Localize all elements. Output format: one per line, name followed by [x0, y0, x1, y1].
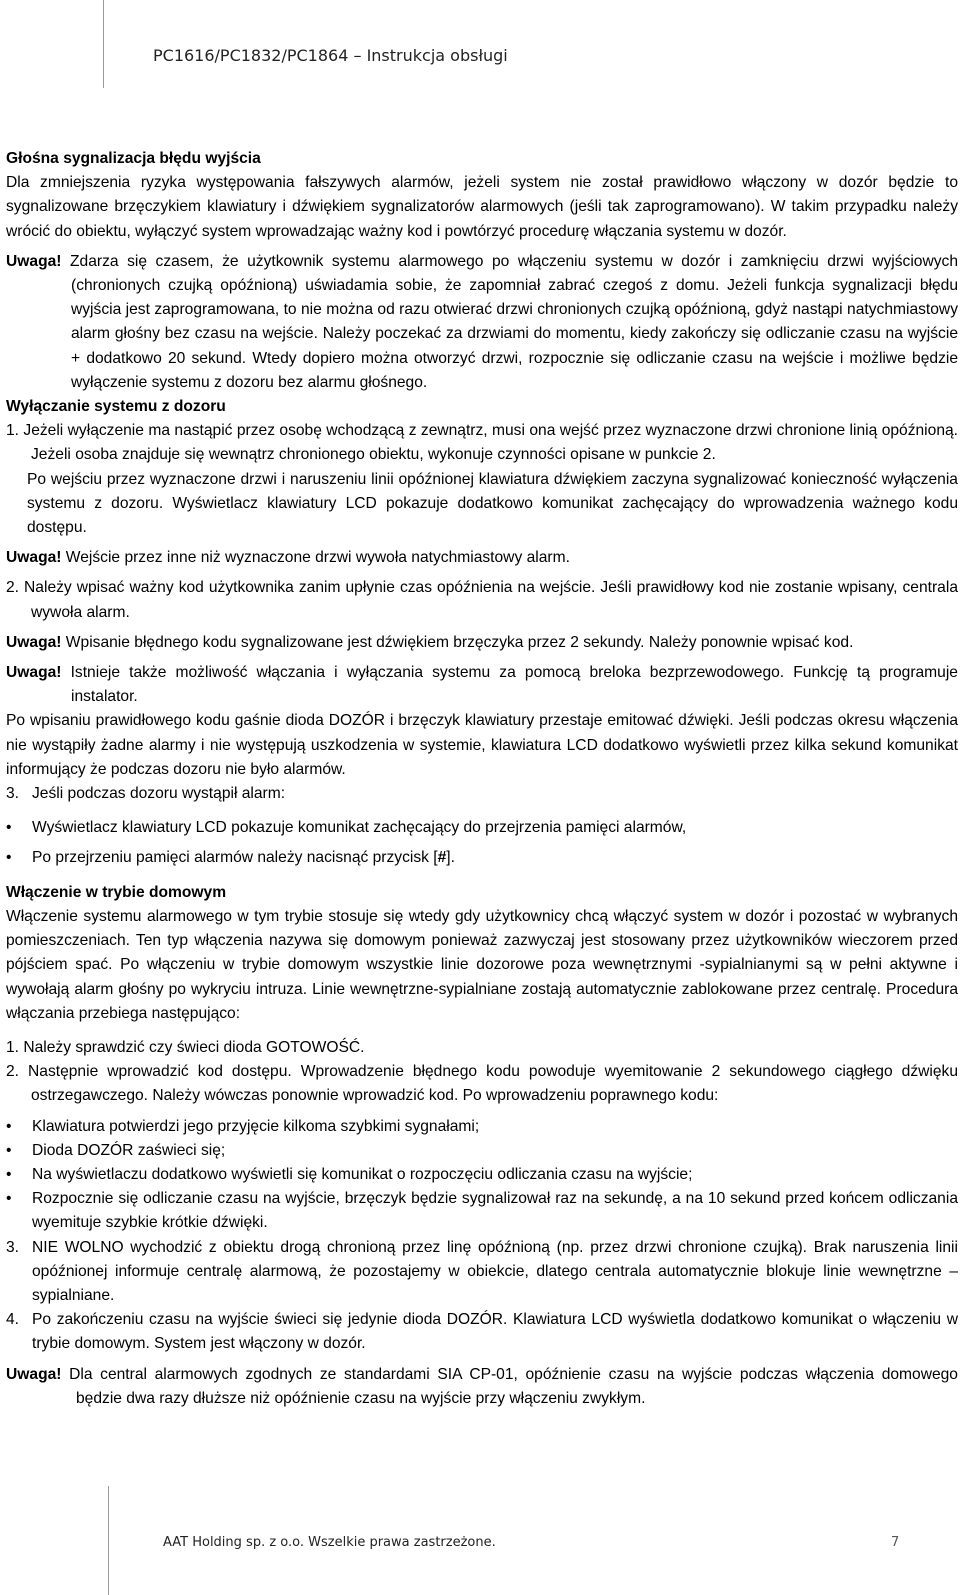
- note-text: Istnieje także możliwość włączania i wyłączania systemu za pomocą breloka bezprzewodowego. Funkcję tą programuje instalator.: [61, 664, 958, 706]
- paragraph: Włączenie systemu alarmowego w tym trybie stosuje się wtedy gdy użytkownicy chcą włączyć system w dozór i pozostać w wybranych pomieszczeniach. Ten typ włączenia nazywa się domowym ponieważ zazwyczaj jest stosowany przez użytkowników wieczorem przed pójściem spać. Po włączeniu w trybie domowym wszystkie linie dozorowe poza wewnętrznymi -sypialnianymi są w pełni aktywne i wywołają alarm głośny po wykryciu intruza. Linie wewnętrzne-sypialniane zostają automatycznie zablokowane przez centralę. Procedura włączania przebiega następująco:: [6, 907, 958, 1022]
- bullet-icon: •: [6, 849, 12, 867]
- note-label: Uwaga!: [6, 549, 62, 567]
- numbered-item-2: 2. Następnie wprowadzić kod dostępu. Wprowadzenie błędnego kodu powoduje wyemitowanie 2 sekundowego ciągłego dźwięku ostrzegawczego. Należy wówczas ponownie wprowadzić kod. Po wprowadzeniu poprawnego kodu:: [6, 1063, 958, 1105]
- item-text: NIE WOLNO wychodzić z obiektu drogą chronioną przez linę opóźnioną (np. przez drzwi chronione czujką). Brak naruszenia linii opóźnionej informuje centralę alarmową, że pozostajemy w obiekcie, dlatego centrala automatycznie blokuje linie wewnętrzne – sypialniane.: [32, 1238, 958, 1304]
- bullet-text: Dioda DOZÓR zaświeci się;: [32, 1141, 226, 1159]
- numbered-item-1: 1. Należy sprawdzić czy świeci dioda GOTOWOŚĆ.: [6, 1038, 365, 1056]
- numbered-item-1: 1. Jeżeli wyłączenie ma nastąpić przez osobę wchodzącą z zewnątrz, musi ona wejść przez wyznaczone drzwi chronione linią opóźnioną. Jeżeli osoba znajduje się wewnątrz chronionego obiektu, wykonuje czynności opisane w punkcie 2.: [6, 422, 958, 464]
- item-text: Po zakończeniu czasu na wyjście świeci się jedynie dioda DOZÓR. Klawiatura LCD wyświetla dodatkowo komunikat o włączeniu w trybie domowym. System jest włączony w dozór.: [32, 1311, 958, 1353]
- footer-divider: [108, 1486, 109, 1595]
- numbered-item-2: 2. Należy wpisać ważny kod użytkownika zanim upłynie czas opóźnienia na wejście. Jeśli prawidłowy kod nie zostanie wpisany, centrala wywoła alarm.: [6, 579, 958, 621]
- bullet-icon: •: [6, 1117, 12, 1135]
- note: [6, 1363, 958, 1411]
- header-title: PC1616/PC1832/PC1864 – Instrukcja obsługi: [153, 46, 508, 65]
- bullet-text: Klawiatura potwierdzi jego przyjęcie kilkoma szybkimi sygnałami;: [32, 1117, 480, 1135]
- page-number: 7: [891, 1535, 900, 1550]
- footer-company: AAT Holding sp. z o.o. Wszelkie prawa zastrzeżone.: [163, 1535, 496, 1550]
- bullet-text: [32, 846, 958, 870]
- note: [6, 250, 958, 395]
- note: [6, 631, 958, 655]
- item-number: 3.: [6, 785, 20, 803]
- note-text: Wpisanie błędnego kodu sygnalizowane jest dźwiękiem brzęczyka przez 2 sekundy. Należy ponownie wpisać kod.: [61, 633, 854, 651]
- bullet-text: Rozpocznie się odliczanie czasu na wyjście, brzęczyk będzie sygnalizował raz na sekundę, a na 10 sekund przed końcem odliczania wyemituje szybkie krótkie dźwięki.: [32, 1190, 958, 1232]
- numbered-item-3: [6, 1236, 958, 1309]
- note-text: Zdarza się czasem, że użytkownik systemu alarmowego po włączeniu systemu w dozór i zamknięciu drzwi wyjściowych (chronionych czujką opóźnioną) uświadamia sobie, że zapomniał zabrać czegoś z domu. Jeżeli funkcja sygnalizacji błędu wyjścia jest zaprogramowana, to nie można od razu otwierać drzwi chronionych czujką opóźnioną, gdyż nastąpi natychmiastowy alarm głośny bez czasu na wejście. Należy poczekać za drzwiami do momentu, kiedy zakończy się odliczanie czasu na wyjście + dodatkowo 20 sekund. Wtedy dopiero można otworzyć drzwi, rozpocznie się odliczanie czasu na wejście i możliwe będzie wyłączenie systemu z dozoru bez alarmu głośnego.: [61, 252, 958, 391]
- bullet-icon: •: [6, 1165, 12, 1183]
- bullet-item: [6, 846, 958, 870]
- bullet-icon: •: [6, 1141, 12, 1159]
- item-text: Jeśli podczas dozoru wystąpił alarm:: [32, 785, 286, 803]
- bullet-text-part: Po przejrzeniu pamięci alarmów należy nacisnąć przycisk [: [32, 849, 438, 867]
- note: [6, 546, 958, 570]
- paragraph-indented: Po wejściu przez wyznaczone drzwi i naruszeniu linii opóźnionej klawiatura dźwiękiem zaczyna sygnalizować konieczność wyłączenia systemu z dozoru. Wyświetlacz klawiatury LCD pokazuje dodatkowo komunikat zachęcający do wprowadzenia ważnego kodu dostępu.: [27, 470, 958, 537]
- document-body: [6, 147, 958, 1411]
- bullet-item: [6, 1115, 958, 1139]
- bullet-item: [6, 816, 958, 840]
- key-hash: #: [437, 849, 447, 867]
- bullet-item: [6, 1163, 958, 1187]
- note-text: Wejście przez inne niż wyznaczone drzwi wywoła natychmiastowy alarm.: [61, 549, 570, 567]
- note-text: Dla central alarmowych zgodnych ze standardami SIA CP-01, opóźnienie czasu na wyjście podczas włączenia domowego będzie dwa razy dłuższe niż opóźnienie czasu na wyjście przy włączeniu zwykłym.: [61, 1365, 958, 1407]
- bullet-item: [6, 1187, 958, 1235]
- section-heading-exit-fault: Głośna sygnalizacja błędu wyjścia: [6, 150, 261, 167]
- item-number: 4.: [6, 1311, 20, 1329]
- bullet-text: Na wyświetlaczu dodatkowo wyświetli się komunikat o rozpoczęciu odliczania czasu na wyjście;: [32, 1165, 693, 1183]
- note-label: Uwaga!: [6, 1365, 62, 1383]
- bullet-icon: •: [6, 1190, 12, 1208]
- section-heading-stay-arm: Włączenie w trybie domowym: [6, 883, 227, 901]
- item-number: 3.: [6, 1238, 20, 1256]
- bullet-item: [6, 1139, 958, 1163]
- paragraph: Po wpisaniu prawidłowego kodu gaśnie dioda DOZÓR i brzęczyk klawiatury przestaje emitować dźwięki. Jeśli podczas okresu włączenia nie wystąpiły żadne alarmy i nie występują uszkodzenia w systemie, klawiatura LCD dodatkowo wyświetli przez kilka sekund komunikat informujący że podczas dozoru nie było alarmów.: [6, 712, 958, 778]
- bullet-text: Wyświetlacz klawiatury LCD pokazuje komunikat zachęcający do przejrzenia pamięci alarmów,: [32, 819, 687, 837]
- header-divider: [103, 0, 104, 88]
- note-label: Uwaga!: [6, 633, 62, 651]
- bullet-icon: •: [6, 819, 12, 837]
- note: [6, 661, 958, 709]
- numbered-item-3: [6, 782, 958, 806]
- section-heading-disarm: Wyłączanie systemu z dozoru: [6, 398, 226, 416]
- numbered-item-4: [6, 1308, 958, 1356]
- bullet-text-part: ].: [446, 849, 455, 867]
- note-label: Uwaga!: [6, 664, 62, 682]
- paragraph: Dla zmniejszenia ryzyka występowania fałszywych alarmów, jeżeli system nie został prawidłowo włączony w dozór będzie to sygnalizowane brzęczykiem klawiatury i dźwiękiem sygnalizatorów alarmowych (jeśli tak zaprogramowano). W takim przypadku należy wrócić do obiektu, wyłączyć system wprowadzając ważny kod i powtórzyć procedurę włączania systemu w dozór.: [6, 174, 958, 240]
- note-label: Uwaga!: [6, 252, 62, 270]
